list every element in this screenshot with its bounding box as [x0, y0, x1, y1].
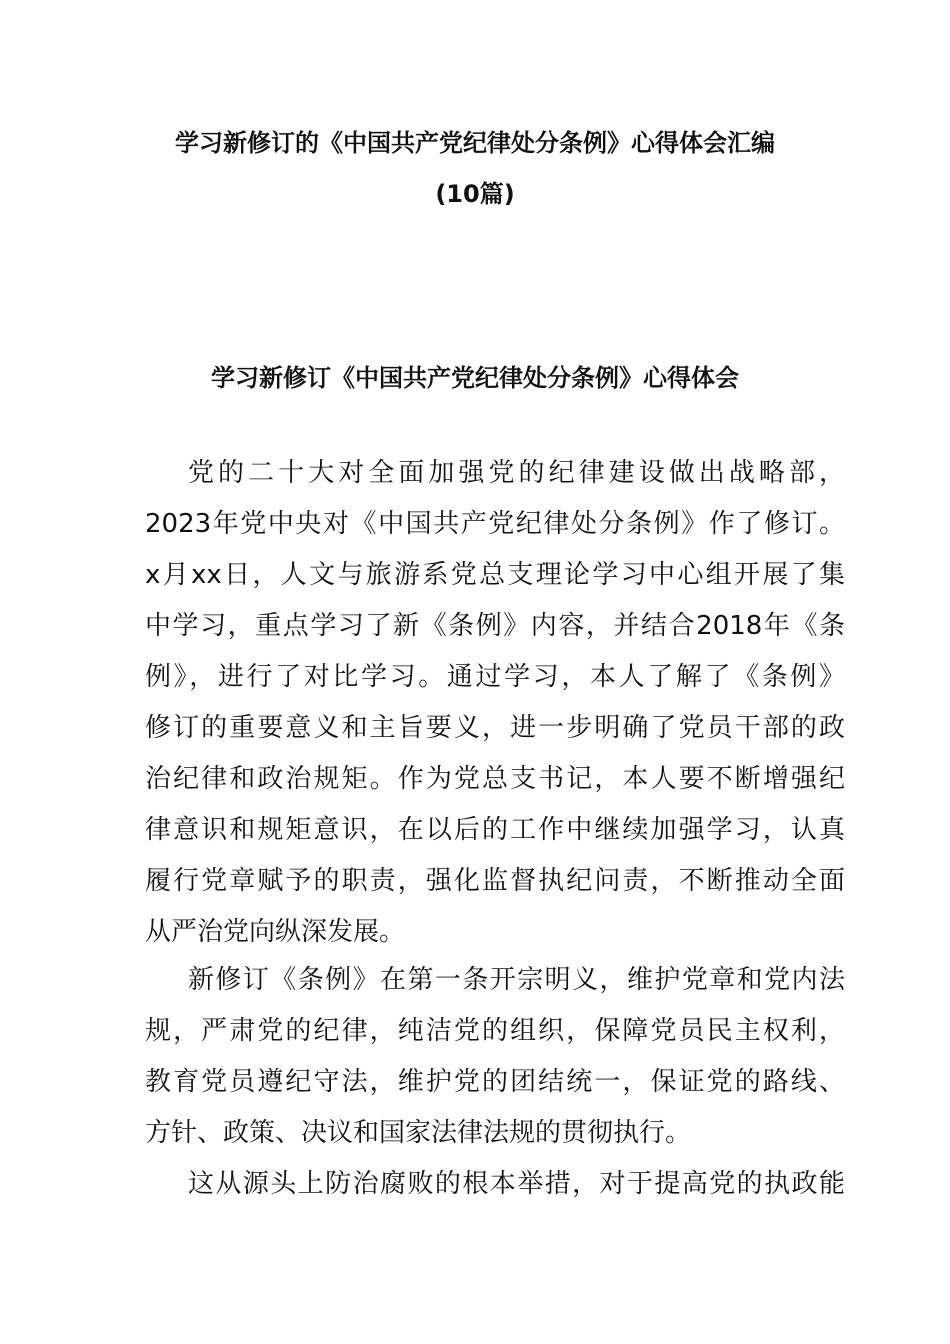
paragraph-line: 治纪律和政治规矩。作为党总支书记，本人要不断增强纪 — [145, 764, 845, 794]
paragraph-line: 例》，进行了对比学习。通过学习，本人了解了《条例》 — [145, 662, 845, 692]
paragraph-line: 从严治党向纵深发展。 — [145, 917, 406, 947]
paragraph-line: 修订的重要意义和主旨要义，进一步明确了党员干部的政 — [145, 713, 845, 743]
section-title: 学习新修订《中国共产党纪律处分条例》心得体会 — [211, 364, 739, 392]
paragraph-1 — [145, 448, 845, 958]
paragraph-line: 规，严肃党的纪律，纯洁党的组织，保障党员民主权利， — [145, 1016, 845, 1046]
paragraph-line: 新修订《条例》在第一条开宗明义，维护党章和党内法 — [188, 965, 845, 995]
paragraph-line: x月xx日，人文与旅游系党总支理论学习中心组开展了集 — [145, 560, 845, 590]
paragraph-line: 党的二十大对全面加强党的纪律建设做出战略部， — [188, 458, 845, 488]
paragraph-line: 律意识和规矩意识，在以后的工作中继续加强学习，认真 — [145, 815, 845, 845]
document-title-count: (10篇) — [435, 180, 515, 208]
paragraph-line: 履行党章赋予的职责，强化监督执纪问责，不断推动全面 — [145, 866, 845, 896]
paragraph-2 — [145, 955, 845, 1159]
paragraph-line: 2023年党中央对《中国共产党纪律处分条例》作了修订。 — [145, 509, 845, 539]
paragraph-line: 这从源头上防治腐败的根本举措，对于提高党的执政能 — [188, 1169, 845, 1199]
paragraph-line: 教育党员遵纪守法，维护党的团结统一，保证党的路线、 — [145, 1067, 845, 1097]
paragraph-3 — [145, 1159, 845, 1210]
paragraph-line: 方针、政策、决议和国家法律法规的贯彻执行。 — [145, 1118, 692, 1148]
document-title: 学习新修订的《中国共产党纪律处分条例》心得体会汇编 — [175, 129, 775, 157]
paragraph-line: 中学习，重点学习了新《条例》内容，并结合2018年《条 — [145, 611, 845, 641]
